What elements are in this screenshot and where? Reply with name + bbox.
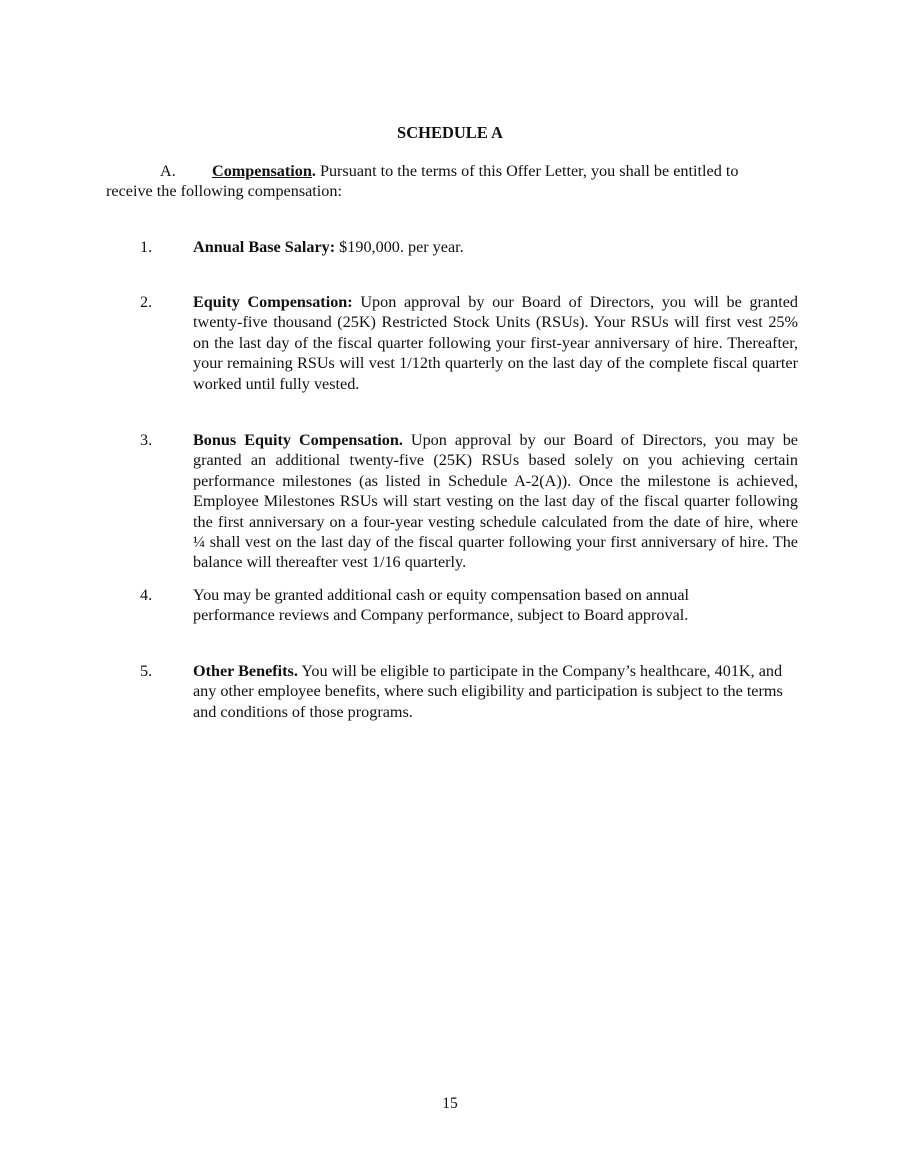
list-item-body — [193, 237, 798, 257]
list-item-body — [193, 292, 798, 394]
section-a-intro — [106, 161, 786, 202]
page-number: 15 — [442, 1095, 458, 1112]
list-item-text: Upon approval by our Board of Directors, you will be granted twenty-five thousand (25K) Restricted Stock Units (RSUs). Your RSUs will first vest 25% on the last day of the fiscal quarter following your first-year anniversary of hire. Thereafter, your remaining RSUs will vest 1/12th quarterly on the last day of the complete fiscal quarter worked until fully vested. — [193, 293, 798, 393]
section-letter: A. — [160, 162, 176, 180]
schedule-title: SCHEDULE A — [397, 123, 503, 142]
list-item-number: 2. — [140, 293, 153, 311]
section-intro-text: Pursuant to the terms of this Offer Letter, you shall be entitled to receive the following compensation: — [106, 162, 739, 201]
list-item-text: $190,000. per year. — [335, 238, 464, 256]
list-item-number: 1. — [140, 238, 153, 256]
list-item-label: Annual Base Salary: — [193, 238, 336, 256]
list-item-text: You will be eligible to participate in the Company’s healthcare, 401K, and any other employee benefits, where such eligibility and participation is subject to the terms and conditions of those programs. — [193, 662, 783, 721]
section-heading-dot: . — [311, 162, 316, 180]
section-heading: Compensation — [212, 162, 312, 180]
list-item-number: 3. — [140, 431, 153, 449]
list-item-label: Other Benefits. — [193, 662, 298, 680]
list-item-label: Equity Compensation: — [193, 293, 353, 311]
list-item-number: 5. — [140, 662, 153, 680]
list-item-body — [193, 661, 783, 722]
list-item-body — [193, 585, 753, 626]
list-item-text: Upon approval by our Board of Directors, you may be granted an additional twenty-five (25K) RSUs based solely on you achieving certain performance milestones (as listed in Schedule A-2(A)). Once the milestone is achieved, Employee Milestones RSUs will start vesting on the last day of the fiscal quarter following the first anniversary on a four-year vesting schedule calculated from the date of hire, where ¼ shall vest on the last day of the fiscal quarter following your first anniversary of hire. The balance will thereafter vest 1/16 quarterly. — [193, 431, 798, 572]
list-item-label: Bonus Equity Compensation. — [193, 431, 403, 449]
list-item-text: You may be granted additional cash or equity compensation based on annual performance reviews and Company performance, subject to Board approval. — [193, 586, 690, 625]
list-item-number: 4. — [140, 586, 153, 604]
list-item-body — [193, 430, 798, 573]
